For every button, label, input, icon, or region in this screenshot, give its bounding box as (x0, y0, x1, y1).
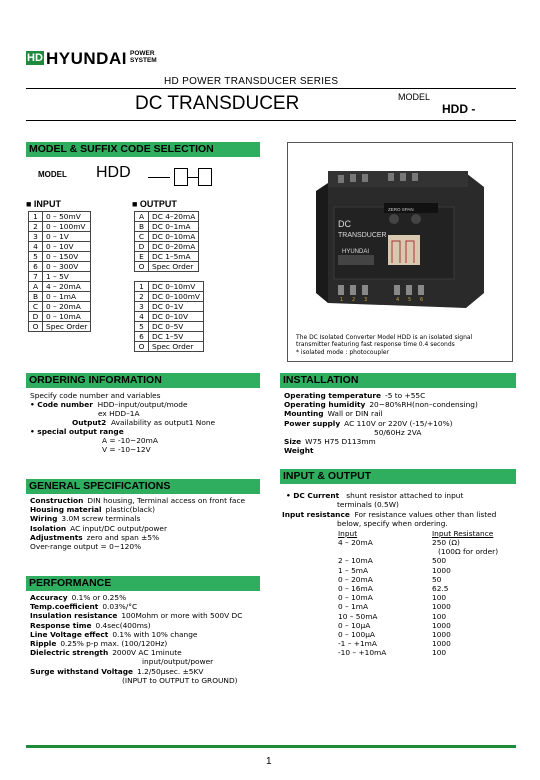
code-key: 3 (29, 232, 43, 242)
io-input (338, 547, 432, 556)
spec-value: AC 110V or 220V (-15/+10%) (344, 418, 453, 428)
ordering-label: Output2 (72, 418, 107, 427)
spec-value: Wall or DIN rail (327, 409, 383, 419)
svg-text:6: 6 (420, 297, 424, 303)
io-row (338, 593, 518, 602)
io-resistance: 250 (Ω) (432, 538, 460, 547)
photo-caption-1: The DC Isolated Converter Model HDD is an isolated signal (296, 334, 473, 341)
io-resistance: 1000 (432, 602, 451, 612)
code-value: 0 – 100mV (43, 222, 91, 232)
section-heading-installation: INSTALLATION (280, 373, 516, 388)
code-row (135, 332, 204, 342)
spec-value: 50/60Hz 2VA (374, 427, 422, 437)
spec-label: Mounting (284, 409, 324, 419)
output-heading: ■ OUTPUT (132, 199, 177, 209)
io-row (338, 538, 518, 547)
ordering-line: Specify code number and variables (30, 391, 161, 400)
suffix-box-1 (174, 168, 188, 186)
code-key: B (135, 222, 149, 232)
spec-row (30, 657, 280, 666)
model-code: HDD (96, 164, 131, 181)
spec-row (30, 505, 270, 514)
spec-label: Size (284, 436, 302, 446)
spec-label: Adjustments (30, 532, 83, 542)
spec-value: 20~80%RH(non–condensing) (369, 400, 478, 410)
product-photo-frame (287, 142, 513, 362)
spec-value: Over-range output = 0~120% (30, 541, 142, 551)
spec-value: plastic(black) (105, 505, 156, 515)
device-label-transducer: TRANSDUCER (338, 232, 387, 239)
code-value: DC 0–10mA (149, 232, 199, 242)
svg-text:2: 2 (352, 297, 356, 303)
code-row (29, 262, 91, 272)
spec-label (284, 428, 370, 437)
code-row (135, 222, 199, 232)
model-label: MODEL (398, 92, 431, 102)
io-dc-current-2: terminals (0.5W) (337, 500, 399, 509)
input-heading: ■ INPUT (26, 199, 61, 209)
spec-label: Response time (30, 620, 92, 630)
ordering-line: • special output range (30, 427, 124, 436)
code-row (135, 282, 204, 292)
code-value: 0 – 300V (43, 262, 91, 272)
model-code-label: MODEL (38, 170, 67, 179)
dash (188, 177, 198, 178)
spec-row (30, 602, 280, 611)
suffix-box-2 (198, 168, 212, 186)
svg-text:5: 5 (408, 297, 412, 303)
code-row (135, 312, 204, 322)
code-value: DC 0–1V (149, 302, 204, 312)
code-row (29, 222, 91, 232)
divider (26, 88, 516, 89)
io-row (338, 556, 518, 565)
io-row (338, 575, 518, 584)
io-input: 0 – 10μA (338, 620, 371, 630)
spec-label (30, 657, 138, 666)
code-row (29, 322, 91, 332)
spec-label (30, 676, 118, 685)
page-title: DC TRANSDUCER (135, 93, 300, 114)
spec-label: Line Voltage effect (30, 629, 109, 639)
code-row (29, 312, 91, 322)
code-value: DC 4–20mA (149, 212, 199, 222)
code-row (29, 252, 91, 262)
page-number: 1 (266, 756, 272, 767)
spec-value: 2000V AC 1minute (112, 648, 182, 658)
ordering-label: • Code number (30, 400, 93, 409)
code-key: 2 (29, 222, 43, 232)
io-resistance: 100 (432, 648, 447, 658)
spec-row (30, 524, 270, 533)
spec-row (30, 533, 270, 542)
io-input: 1 – 5mA (338, 565, 369, 575)
spec-row (30, 611, 280, 620)
spec-value: 0.25% p-p max. (100/120Hz) (60, 638, 168, 648)
section-heading-model-suffix: MODEL & SUFFIX CODE SELECTION (26, 142, 260, 157)
code-key: C (29, 302, 43, 312)
spec-label: Power supply (284, 418, 341, 428)
code-value: 0 – 150V (43, 252, 91, 262)
ordering-line (30, 400, 188, 409)
code-key: 5 (135, 322, 149, 332)
spec-label: Surge withstand Voltage (30, 666, 134, 676)
io-input: 0 – 20mA (338, 574, 373, 584)
dash (148, 177, 170, 178)
code-key: A (29, 282, 43, 292)
io-input: 0 – 1mA (338, 602, 369, 612)
io-resistance: 1000 (432, 639, 451, 649)
io-input: -1 – +1mA (338, 639, 377, 649)
code-key: 6 (135, 332, 149, 342)
io-row (338, 602, 518, 611)
device-label-dc: DC (338, 219, 351, 229)
spec-label: Temp.coefficient (30, 602, 99, 612)
code-value: DC 0–1mA (149, 222, 199, 232)
code-value: 4 – 20mA (43, 282, 91, 292)
io-resistance: 100 (432, 611, 447, 621)
code-row (29, 232, 91, 242)
spec-value: 0.03%/°C (102, 602, 138, 612)
svg-text:1: 1 (340, 297, 344, 303)
spec-row (30, 621, 280, 630)
code-key: A (135, 212, 149, 222)
brand-logo-text: HYUNDAI (46, 49, 127, 68)
spec-label: Insulation resistance (30, 611, 118, 621)
io-resistance: 500 (432, 556, 447, 566)
io-input: 4 – 20mA (338, 538, 373, 547)
series-title: HD POWER TRANSDUCER SERIES (164, 76, 339, 87)
io-input: 0 – 10mA (338, 593, 373, 603)
output-code-table-a (134, 211, 199, 272)
general-spec-list (30, 496, 270, 551)
spec-value: zero and span ±5% (86, 532, 160, 542)
spec-value: (INPUT to OUTPUT to GROUND) (122, 675, 238, 685)
code-key: C (135, 232, 149, 242)
io-input: 2 – 10mA (338, 556, 373, 566)
code-value: DC 0–10mV (149, 282, 204, 292)
io-resistance: 50 (432, 574, 442, 584)
io-input-resistance-2: below, specify when ordering. (337, 519, 448, 528)
code-key: E (135, 252, 149, 262)
spec-value: -5 to +55C (385, 391, 426, 400)
svg-text:3: 3 (364, 297, 368, 303)
spec-value: 1.2/50μsec. ±5KV (137, 666, 204, 676)
performance-list (30, 593, 280, 685)
code-value: 0 – 10mA (43, 312, 91, 322)
code-key: 6 (29, 262, 43, 272)
device-brand: HYUNDAI (342, 249, 370, 255)
io-row (338, 630, 518, 639)
io-row (338, 648, 518, 657)
code-row (135, 262, 199, 272)
code-row (135, 342, 204, 352)
spec-row (284, 419, 514, 428)
code-key: 1 (135, 282, 149, 292)
photo-caption-2: transmitter featuring fast response time 0.4 seconds (296, 341, 455, 348)
code-row (135, 292, 204, 302)
spec-label: Operating humidity (284, 400, 366, 410)
ordering-line (72, 418, 215, 427)
spec-value: 100Mohm or more with 500V DC (121, 611, 243, 621)
code-value: 0 – 20mA (43, 302, 91, 312)
spec-row (284, 409, 514, 418)
code-value: DC 1–5V (149, 332, 204, 342)
section-heading-performance: PERFORMANCE (26, 576, 260, 591)
io-input: 0 – 100μA (338, 629, 375, 639)
spec-row (30, 514, 270, 523)
spec-label: Weight (284, 446, 314, 456)
device-zero-span: ZERO SPAN (388, 207, 414, 212)
section-heading-general: GENERAL SPECIFICATIONS (26, 479, 260, 494)
io-row (338, 612, 518, 621)
io-resistance: 1000 (432, 629, 451, 639)
io-resistance: 1000 (432, 620, 451, 630)
code-key: 3 (135, 302, 149, 312)
spec-row (284, 437, 514, 446)
io-row (338, 621, 518, 630)
spec-row (30, 496, 270, 505)
spec-row (284, 428, 514, 437)
spec-label: Isolation (30, 523, 67, 533)
installation-list (284, 391, 514, 455)
spec-row (30, 593, 280, 602)
spec-row (284, 400, 514, 409)
code-value: DC 0–100mV (149, 292, 204, 302)
io-dc-current (286, 491, 463, 500)
code-value: DC 1–5mA (149, 252, 199, 262)
code-row (29, 272, 91, 282)
code-key: D (135, 242, 149, 252)
code-value: DC 0–10V (149, 312, 204, 322)
spec-value: 3.0M screw terminals (61, 514, 141, 524)
spec-row (30, 667, 280, 676)
code-value: 0 – 50mV (43, 212, 91, 222)
brand-logo-box: HD (27, 52, 43, 64)
spec-value: 0.1% with 10% change (112, 629, 198, 639)
io-resistance-table (338, 538, 518, 657)
code-value: Spec Order (149, 262, 199, 272)
spec-row (30, 676, 280, 685)
ordering-line: V = -10~12V (102, 445, 151, 454)
ordering-value: HDD–input/output/mode (97, 400, 188, 409)
code-row (135, 252, 199, 262)
io-value: shunt resistor attached to input (346, 491, 464, 500)
spec-row (30, 648, 280, 657)
code-row (29, 242, 91, 252)
code-key: O (135, 262, 149, 272)
io-col-resistance: Input Resistance (432, 529, 494, 538)
spec-row (30, 542, 270, 551)
io-input: -10 – +10mA (338, 648, 387, 658)
io-input-resistance (282, 510, 496, 519)
code-key: 1 (29, 212, 43, 222)
io-input: 10 – 50mA (338, 611, 378, 621)
code-key: B (29, 292, 43, 302)
spec-row (30, 639, 280, 648)
product-photo (288, 143, 512, 361)
output-code-table-b (134, 281, 204, 352)
code-key: 4 (135, 312, 149, 322)
io-resistance: (100Ω for order) (438, 547, 499, 557)
code-key: 7 (29, 272, 43, 282)
code-value: DC 0–20mA (149, 242, 199, 252)
code-row (135, 302, 204, 312)
code-value: 0 – 1mA (43, 292, 91, 302)
code-row (135, 212, 199, 222)
io-resistance: 100 (432, 593, 447, 603)
input-code-table (28, 211, 91, 332)
ordering-line: ex HDD–1A (98, 409, 140, 418)
code-key: 4 (29, 242, 43, 252)
ordering-line: A = -10~20mA (102, 436, 158, 445)
spec-row (30, 630, 280, 639)
section-heading-ordering: ORDERING INFORMATION (26, 373, 260, 388)
code-value: 0 – 10V (43, 242, 91, 252)
spec-row (284, 391, 514, 400)
spec-value: 0.1% or 0.25% (71, 593, 127, 602)
io-value: For resistance values other than listed (354, 510, 497, 519)
code-row (29, 292, 91, 302)
code-row (29, 282, 91, 292)
model-value: HDD - (442, 102, 476, 116)
code-value: 0 – 1V (43, 232, 91, 242)
spec-value: input/output/power (142, 657, 214, 667)
io-col-input: Input (338, 529, 358, 538)
io-resistance: 62.5 (432, 583, 449, 593)
spec-label: Ripple (30, 638, 57, 648)
code-row (29, 212, 91, 222)
io-label: • DC Current (286, 491, 340, 500)
code-value: 1 – 5V (43, 272, 91, 282)
code-value: Spec Order (43, 322, 91, 332)
spec-label: Construction (30, 496, 84, 505)
spec-label: Wiring (30, 514, 58, 524)
spec-label: Dielectric strength (30, 648, 109, 658)
spec-value: AC input/DC output/power (70, 523, 168, 533)
spec-label: Operating temperature (284, 391, 382, 400)
code-row (135, 232, 199, 242)
divider (26, 120, 516, 121)
code-row (29, 302, 91, 312)
brand-logo-subtitle: POWER SYSTEM (130, 50, 157, 64)
io-row (338, 584, 518, 593)
ordering-value: Availability as output1 None (111, 418, 216, 427)
spec-value: DIN housing, Terminal access on front face (87, 496, 246, 505)
io-label: Input resistance (282, 510, 350, 519)
photo-caption-3: * isolated mode : photocoupler (296, 349, 390, 356)
io-row (338, 547, 518, 556)
section-heading-input-output: INPUT & OUTPUT (280, 469, 516, 484)
code-key: O (135, 342, 149, 352)
io-row (338, 639, 518, 648)
code-value: DC 0–5V (149, 322, 204, 332)
spec-row (284, 446, 514, 455)
io-row (338, 566, 518, 575)
code-row (135, 242, 199, 252)
code-key: O (29, 322, 43, 332)
svg-text:4: 4 (396, 297, 400, 303)
io-input: 0 – 16mA (338, 583, 373, 593)
code-value: Spec Order (149, 342, 204, 352)
footer-rule (26, 745, 516, 748)
code-key: 5 (29, 252, 43, 262)
code-key: D (29, 312, 43, 322)
spec-label: Housing material (30, 505, 102, 515)
spec-label: Accuracy (30, 593, 68, 602)
io-resistance: 1000 (432, 565, 451, 575)
spec-value: 0.4sec(400ms) (95, 620, 151, 630)
spec-value: W75 H75 D113mm (305, 436, 376, 446)
code-row (135, 322, 204, 332)
code-key: 2 (135, 292, 149, 302)
